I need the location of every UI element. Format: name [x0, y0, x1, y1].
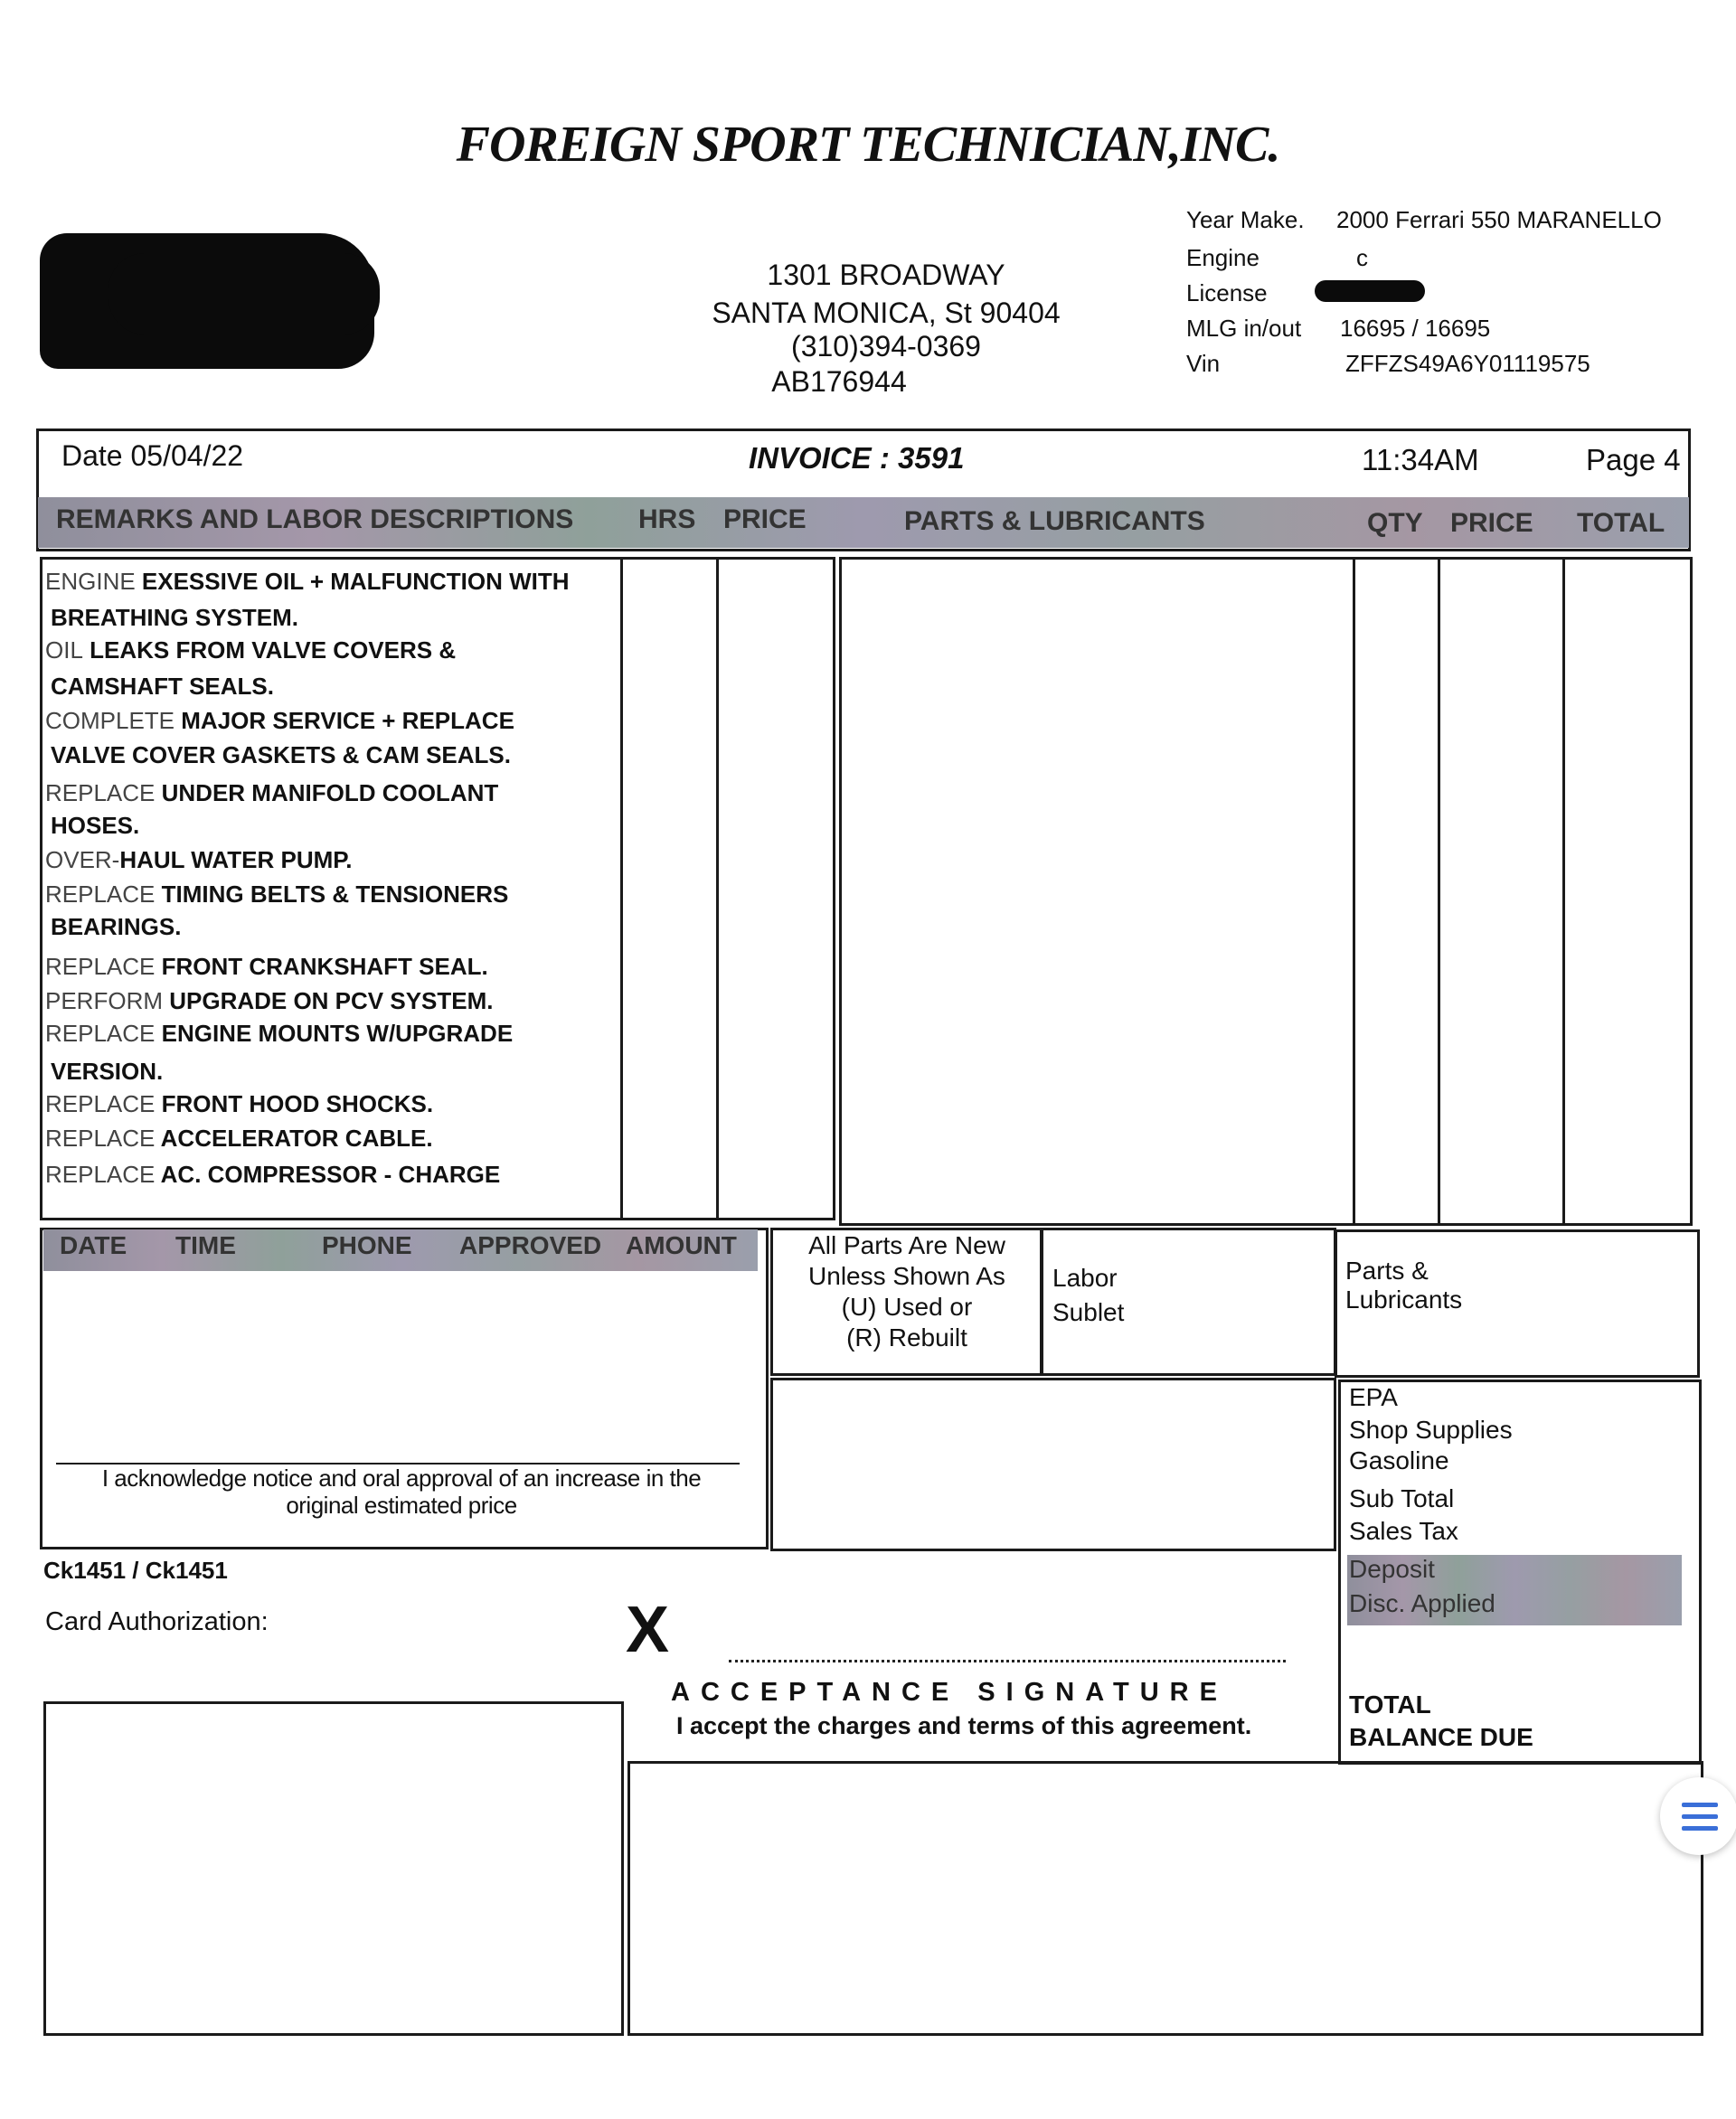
- parts-note-2: Unless Shown As: [808, 1262, 1005, 1290]
- remark-text: FRONT CRANKSHAFT SEAL.: [155, 953, 488, 980]
- remark-line: [45, 882, 508, 906]
- year-make-value: 2000 Ferrari 550 MARANELLO: [1336, 206, 1662, 233]
- shop-id: AB176944: [771, 365, 907, 398]
- col-total: TOTAL: [1577, 508, 1665, 538]
- remark-line: [51, 915, 181, 938]
- remark-prefix: OVER-: [45, 846, 120, 873]
- epa-label: EPA: [1349, 1383, 1398, 1411]
- remark-prefix: PERFORM: [45, 987, 163, 1014]
- price-divider: [716, 559, 719, 1219]
- shop-city: SANTA MONICA, St 90404: [712, 297, 1061, 329]
- approval-phone: PHONE: [322, 1231, 412, 1259]
- sales-tax-label: Sales Tax: [1349, 1517, 1458, 1545]
- remark-prefix: REPLACE: [45, 881, 156, 908]
- total-label: TOTAL: [1349, 1690, 1431, 1719]
- card-auth-box: [43, 1701, 624, 2036]
- redacted-license: [1315, 280, 1425, 302]
- parts-note-4: (R) Rebuilt: [846, 1323, 967, 1351]
- remark-line: [45, 709, 514, 732]
- signature-x: X: [626, 1594, 670, 1666]
- date-label: Date: [61, 439, 123, 472]
- parts-lub-label-2: Lubricants: [1345, 1286, 1463, 1314]
- parts-lub-label-1: Parts &: [1345, 1257, 1429, 1285]
- remark-line: [51, 743, 511, 767]
- parts-note-3: (U) Used or: [841, 1293, 973, 1321]
- menu-icon: [1682, 1803, 1718, 1807]
- remark-line: [45, 955, 488, 978]
- menu-button[interactable]: [1660, 1777, 1736, 1855]
- invoice-time: 11:34AM: [1362, 443, 1479, 476]
- gasoline-label: Gasoline: [1349, 1446, 1449, 1474]
- approval-approved: APPROVED: [459, 1231, 602, 1259]
- redacted-customer-info-2: [108, 253, 380, 334]
- remark-text: HOSES.: [51, 812, 140, 839]
- notes-box: [627, 1761, 1703, 2036]
- col-remarks: REMARKS AND LABOR DESCRIPTIONS: [56, 504, 574, 534]
- mlg-label: MLG in/out: [1186, 315, 1302, 342]
- col-price2: PRICE: [1450, 508, 1533, 538]
- shop-supplies-label: Shop Supplies: [1349, 1416, 1513, 1444]
- disc-applied-label: Disc. Applied: [1349, 1589, 1495, 1617]
- parts-note-1: All Parts Are New: [808, 1231, 1005, 1259]
- ack-text-2: original estimated price: [286, 1492, 517, 1519]
- invoice-number: INVOICE : 3591: [749, 441, 965, 475]
- price2-divider: [1438, 559, 1440, 1224]
- invoice-page: Page 4: [1586, 443, 1681, 476]
- remark-prefix: ENGINE: [45, 568, 136, 595]
- remark-prefix: REPLACE: [45, 1020, 156, 1047]
- deposit-label: Deposit: [1349, 1555, 1435, 1583]
- remark-line: [45, 989, 494, 1012]
- sublet-label: Sublet: [1052, 1298, 1125, 1326]
- remark-text: TIMING BELTS & TENSIONERS: [155, 881, 509, 908]
- remark-line: [45, 570, 570, 593]
- remark-line: [45, 1126, 433, 1150]
- menu-icon-bottom: [1682, 1826, 1718, 1831]
- year-make-label: Year Make.: [1186, 206, 1305, 233]
- vin-value: ZFFZS49A6Y01119575: [1345, 350, 1590, 377]
- remark-text: HAUL WATER PUMP.: [119, 846, 353, 873]
- menu-icon-mid: [1682, 1814, 1718, 1819]
- ack-text-1: I acknowledge notice and oral approval of an increase in the: [101, 1464, 702, 1492]
- remark-line: [51, 1060, 163, 1083]
- remark-prefix: REPLACE: [45, 1090, 156, 1117]
- remark-line: [45, 848, 352, 871]
- date-value: 05/04/22: [130, 439, 244, 472]
- remark-line: [45, 1022, 513, 1045]
- company-name: FOREIGN SPORT TECHNICIAN,INC.: [456, 117, 1280, 173]
- col-parts: PARTS & LUBRICANTS: [904, 506, 1205, 536]
- mlg-value: 16695 / 16695: [1340, 315, 1491, 342]
- remark-text: VERSION.: [51, 1058, 164, 1085]
- remark-line: [51, 606, 298, 629]
- remark-text: AC. COMPRESSOR - CHARGE: [155, 1161, 501, 1188]
- remark-text: ACCELERATOR CABLE.: [155, 1125, 433, 1152]
- remark-prefix: REPLACE: [45, 953, 156, 980]
- col-qty: QTY: [1367, 508, 1423, 538]
- remark-line: [45, 1163, 500, 1186]
- remark-text: ENGINE MOUNTS W/UPGRADE: [155, 1020, 514, 1047]
- engine-label: Engine: [1186, 244, 1260, 271]
- check-number: Ck1451 / Ck1451: [43, 1557, 228, 1584]
- acceptance-signature-label: ACCEPTANCE SIGNATURE: [671, 1678, 1228, 1707]
- remark-text: BEARINGS.: [51, 913, 182, 940]
- engine-value: c: [1356, 244, 1368, 271]
- approval-time: TIME: [175, 1231, 236, 1259]
- signature-line[interactable]: [729, 1660, 1286, 1662]
- remark-text: UPGRADE ON PCV SYSTEM.: [163, 987, 494, 1014]
- remark-text: BREATHING SYSTEM.: [51, 604, 298, 631]
- shop-phone: (310)394-0369: [791, 330, 981, 363]
- invoice-date: [61, 439, 243, 473]
- qty-divider: [1353, 559, 1355, 1224]
- col-price: PRICE: [723, 504, 807, 534]
- remark-text: CAMSHAFT SEALS.: [51, 673, 274, 700]
- remark-text: UNDER MANIFOLD COOLANT: [155, 779, 499, 806]
- remark-text: LEAKS FROM VALVE COVERS &: [82, 636, 457, 664]
- accept-terms: I accept the charges and terms of this agreement.: [676, 1712, 1252, 1739]
- hrs-divider: [620, 559, 623, 1219]
- balance-due-label: BALANCE DUE: [1349, 1723, 1533, 1751]
- remark-prefix: REPLACE: [45, 1161, 156, 1188]
- total-divider: [1562, 559, 1565, 1224]
- remark-prefix: COMPLETE: [45, 707, 175, 734]
- vin-label: Vin: [1186, 350, 1221, 377]
- remark-line: [51, 814, 139, 837]
- remark-text: FRONT HOOD SHOCKS.: [155, 1090, 434, 1117]
- approval-amount: AMOUNT: [626, 1231, 737, 1259]
- license-label: License: [1186, 279, 1268, 306]
- shop-street: 1301 BROADWAY: [767, 259, 1005, 291]
- middle-blank-box: [770, 1378, 1336, 1551]
- labor-label: Labor: [1052, 1264, 1118, 1292]
- remark-line: [45, 781, 498, 805]
- remark-prefix: REPLACE: [45, 779, 156, 806]
- remark-text: MAJOR SERVICE + REPLACE: [175, 707, 514, 734]
- remark-text: VALVE COVER GASKETS & CAM SEALS.: [51, 741, 511, 768]
- remark-prefix: OIL: [45, 636, 83, 664]
- remark-line: [45, 1092, 433, 1116]
- remark-text: EXESSIVE OIL + MALFUNCTION WITH: [135, 568, 570, 595]
- col-hrs: HRS: [638, 504, 696, 534]
- approval-date: DATE: [60, 1231, 127, 1259]
- remark-line: [45, 638, 456, 662]
- remark-prefix: REPLACE: [45, 1125, 156, 1152]
- card-authorization-label: Card Authorization:: [45, 1607, 269, 1636]
- subtotal-label: Sub Total: [1349, 1484, 1455, 1512]
- remark-line: [51, 674, 274, 698]
